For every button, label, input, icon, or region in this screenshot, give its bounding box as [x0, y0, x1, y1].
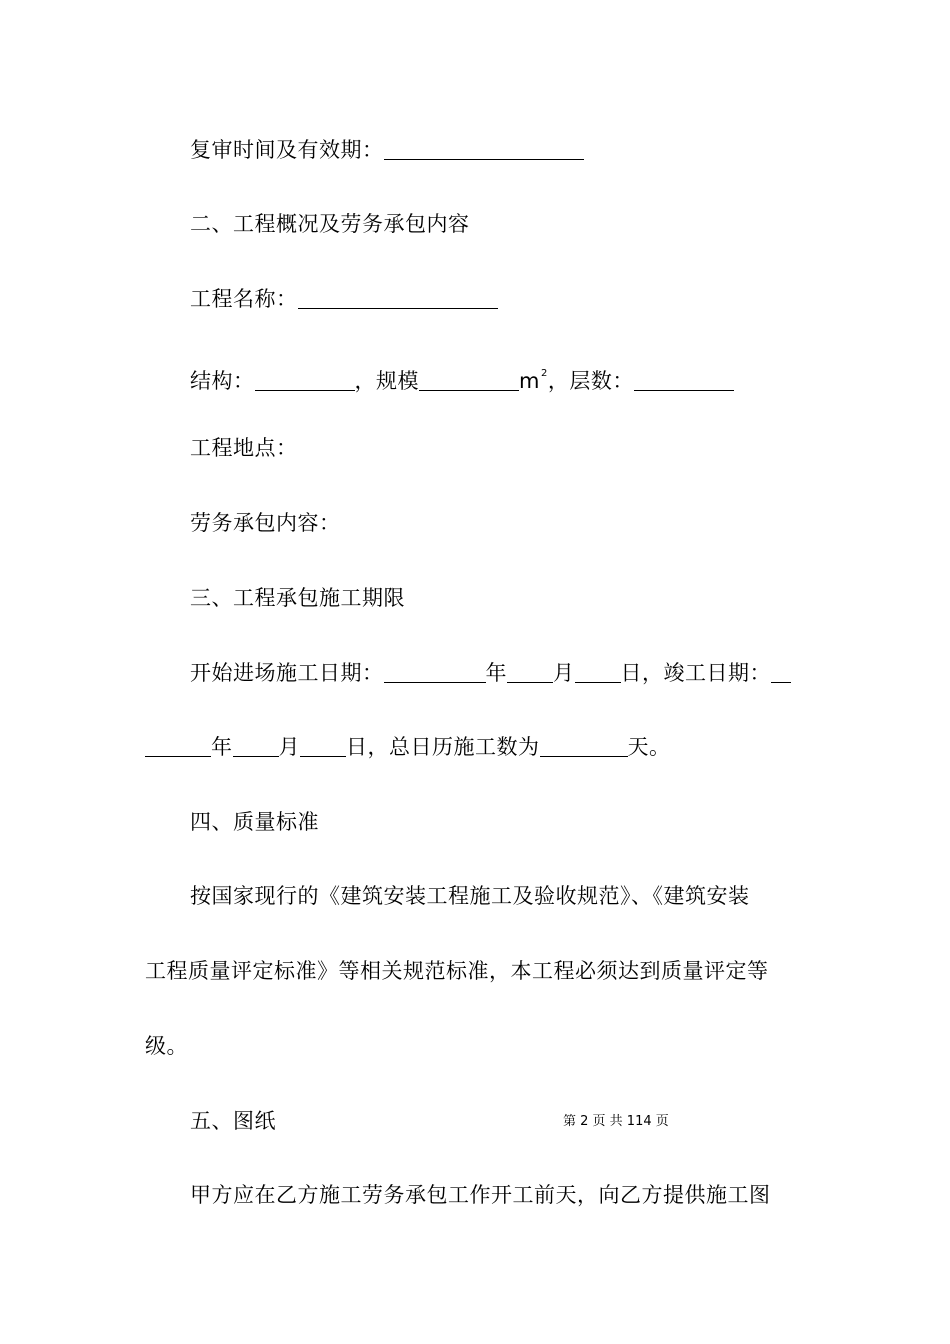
start-month-label: 月 — [553, 661, 575, 685]
completion-year-blank-start — [771, 660, 791, 683]
scale-label: ，规模 — [354, 369, 419, 393]
review-period-blank — [384, 137, 584, 160]
section4-heading: 四、质量标准 — [190, 810, 319, 834]
completion-date-line — [145, 732, 671, 762]
completion-year-label: 年 — [211, 735, 233, 759]
drawings-paragraph-line-1: 甲方应在乙方施工劳务承包工作开工前天，向乙方提供施工图 — [190, 1183, 771, 1207]
quality-paragraph-line-1: 按国家现行的《建筑安装工程施工及验收规范》、《建筑安装 — [190, 884, 750, 908]
days-unit: 天。 — [627, 735, 671, 759]
location-label: 工程地点： — [190, 436, 298, 460]
area-unit-superscript: 2 — [540, 368, 548, 379]
section3-heading: 三、工程承包施工期限 — [190, 586, 405, 610]
start-day-blank — [575, 660, 621, 683]
completion-day-label: 日 — [346, 735, 368, 759]
start-day-label: 日 — [620, 661, 642, 685]
structure-line — [190, 359, 734, 396]
floors-blank — [634, 368, 734, 391]
section2-heading: 二、工程概况及劳务承包内容 — [190, 212, 470, 236]
completion-month-label: 月 — [278, 735, 300, 759]
start-year-label: 年 — [485, 661, 507, 685]
floors-label: ，层数： — [547, 369, 634, 393]
start-date-line — [190, 658, 791, 688]
quality-paragraph-line-2: 工程质量评定标准》等相关规范标准，本工程必须达到质量评定等 — [145, 959, 769, 983]
start-date-label: 开始进场施工日期： — [190, 661, 384, 685]
review-period-line — [190, 135, 584, 165]
structure-label: 结构： — [190, 369, 255, 393]
page-number-footer: 第 2 页 共 114 页 — [563, 1114, 669, 1129]
area-unit: m — [519, 369, 540, 393]
completion-month-blank — [233, 734, 279, 757]
project-name-blank — [298, 286, 498, 309]
total-days-blank — [540, 734, 628, 757]
structure-blank — [255, 368, 355, 391]
total-days-label: ，总日历施工数为 — [367, 735, 540, 759]
completion-label: ，竣工日期： — [642, 661, 771, 685]
project-name-line — [190, 284, 498, 314]
scale-blank — [419, 368, 519, 391]
start-year-blank — [384, 660, 486, 683]
project-name-label: 工程名称： — [190, 287, 298, 311]
quality-paragraph-line-3: 级。 — [145, 1034, 188, 1058]
completion-day-blank — [300, 734, 346, 757]
section5-heading: 五、图纸 — [190, 1109, 276, 1133]
start-month-blank — [507, 660, 553, 683]
completion-year-blank — [145, 734, 211, 757]
review-period-label: 复审时间及有效期： — [190, 138, 384, 162]
labor-content-label: 劳务承包内容： — [190, 511, 341, 535]
